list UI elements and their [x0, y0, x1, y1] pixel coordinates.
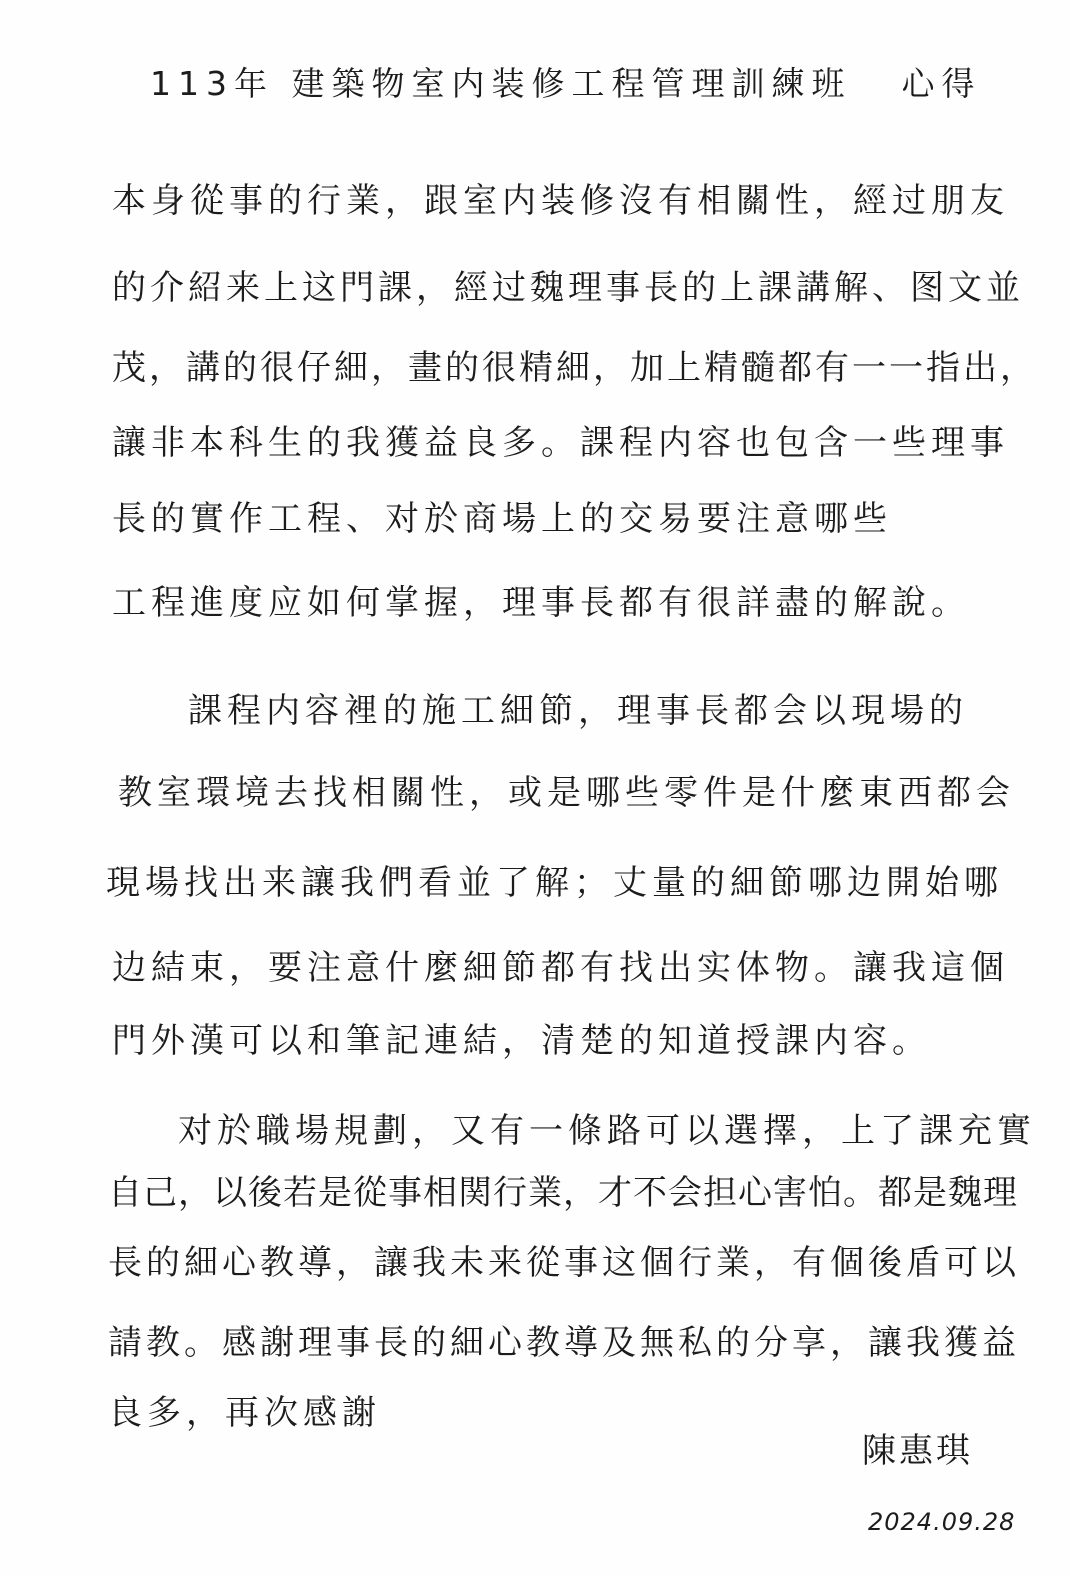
- essay-line: 請教。感謝理事長的細心教導及無私的分享，讓我獲益: [108, 1323, 1020, 1363]
- essay-line: 現場找出来讓我們看並了解；丈量的細節哪边開始哪: [106, 863, 1003, 903]
- essay-line: 課程内容裡的施工細節，理事長都会以現場的: [188, 691, 968, 731]
- signature-date: 2024.09.28: [868, 1508, 1016, 1536]
- essay-line: 的介紹来上这門課，經过魏理事長的上課講解、图文並: [112, 268, 1024, 308]
- essay-line: 門外漢可以和筆記連結，清楚的知道授課内容。: [112, 1021, 931, 1061]
- essay-line: 本身從事的行業，跟室内装修沒有相關性，經过朋友: [112, 181, 1009, 221]
- essay-line: 工程進度应如何掌握，理事長都有很詳盡的解說。: [112, 583, 970, 623]
- author-signature: 陳惠琪: [862, 1431, 973, 1471]
- title-main: 113年 建築物室内装修工程管理訓練班: [150, 64, 852, 103]
- title-suffix: 心得: [901, 64, 982, 103]
- essay-line: 良多，再次感謝: [108, 1393, 381, 1433]
- essay-line: 茂，講的很仔細，畫的很精細，加上精髓都有一一指出，: [112, 348, 1037, 388]
- essay-line: 長的細心教導，讓我未来從事这個行業，有個後盾可以: [108, 1243, 1020, 1283]
- essay-line: 讓非本科生的我獲益良多。課程内容也包含一些理事: [112, 423, 1009, 463]
- essay-line: 自己，以後若是從事相関行業，才不会担心害怕。都是魏理: [108, 1173, 1018, 1213]
- essay-line: 教室環境去找相關性，或是哪些零件是什麼東西都会: [118, 773, 1015, 813]
- essay-line: 对於職場規劃，又有一條路可以選擇，上了課充實: [178, 1111, 1036, 1151]
- essay-line: 边結束，要注意什麼細節都有找出实体物。讓我這個: [112, 948, 1009, 988]
- essay-line: 長的實作工程、对於商場上的交易要注意哪些: [112, 499, 892, 539]
